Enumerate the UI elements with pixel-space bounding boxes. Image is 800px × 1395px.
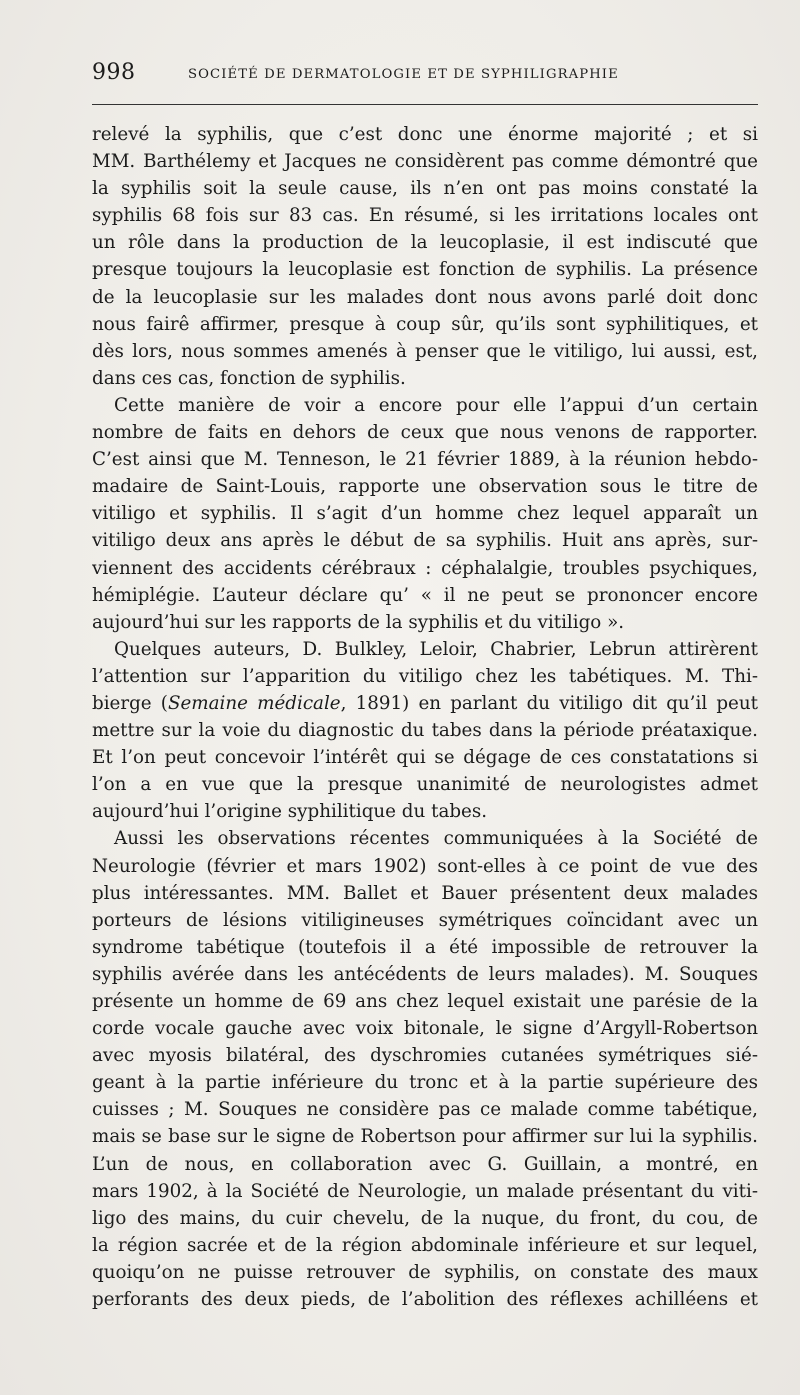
text-line: la région sacrée et de la région abdominale inférieure et sur lequel, — [92, 1234, 758, 1256]
text-line: hémiplégie. L’auteur déclare qu’ « il ne peut se prononcer encore — [92, 584, 758, 606]
text-line: cuisses ; M. Souques ne considère pas ce malade comme tabétique, — [92, 1099, 758, 1121]
text-line: vitiligo et syphilis. Il s’agit d’un homme chez lequel apparaît un — [92, 503, 758, 525]
text-line: Et l’on peut concevoir l’intérêt qui se dégage de ces constatations si — [92, 747, 758, 769]
text-line: madaire de Saint-Louis, rapporte une observation sous le titre de — [92, 476, 758, 498]
text-line: aujourd’hui l’origine syphilitique du tabes. — [92, 801, 488, 823]
page-header — [92, 60, 758, 100]
text-line: nous fairê affirmer, presque à coup sûr, qu’ils sont syphilitiques, et — [92, 313, 758, 335]
text-segment: bierge ( — [92, 692, 168, 714]
text-line: avec myosis bilatéral, des dyschromies cutanées symétriques sié- — [92, 1045, 758, 1067]
page-number: 998 — [92, 60, 136, 85]
text-line: corde vocale gauche avec voix bitonale, le signe d’Argyll-Robertson — [92, 1018, 758, 1040]
text-line: mais se base sur le signe de Robertson pour affirmer sur lui la syphilis. — [92, 1126, 758, 1148]
text-line: l’on a en vue que la presque unanimité de neurologistes admet — [92, 774, 758, 796]
text-line: MM. Barthélemy et Jacques ne considèrent pas comme démontré que — [92, 151, 758, 173]
text-line: C’est ainsi que M. Tenneson, le 21 février 1889, à la réunion hebdo- — [92, 449, 758, 471]
text-line: L’un de nous, en collaboration avec G. Guillain, a montré, en — [92, 1153, 758, 1175]
text-line: ligo des mains, du cuir chevelu, de la nuque, du front, du cou, de — [92, 1207, 758, 1229]
text-line: presque toujours la leucoplasie est fonction de syphilis. La présence — [92, 259, 758, 281]
text-line: syndrome tabétique (toutefois il a été impossible de retrouver la — [92, 936, 758, 958]
text-line: vitiligo deux ans après le début de sa syphilis. Huit ans après, sur- — [92, 530, 758, 552]
text-line: la syphilis soit la seule cause, ils n’en ont pas moins constaté la — [92, 178, 758, 200]
text-line: l’attention sur l’apparition du vitiligo chez les tabétiques. M. Thi- — [92, 665, 758, 687]
text-line: Neurologie (février et mars 1902) sont-elles à ce point de vue des — [92, 855, 758, 877]
text-line — [92, 690, 758, 717]
text-line: mettre sur la voie du diagnostic du tabes dans la période préataxique. — [92, 720, 758, 742]
text-line: dès lors, nous sommes amenés à penser que le vitiligo, lui aussi, est, — [92, 340, 758, 362]
text-line: Aussi les observations récentes communiquées à la Société de — [114, 828, 758, 850]
text-line: mars 1902, à la Société de Neurologie, un malade présentant du viti- — [92, 1180, 758, 1202]
text-line: porteurs de lésions vitiligineuses symétriques coïncidant avec un — [92, 909, 758, 931]
text-line: Cette manière de voir a encore pour elle l’appui d’un certain — [114, 394, 758, 416]
text-line: présente un homme de 69 ans chez lequel existait une parésie de la — [92, 991, 758, 1012]
text-line: aujourd’hui sur les rapports de la syphilis et du vitiligo ». — [92, 611, 625, 633]
header-rule — [92, 104, 758, 105]
text-line: un rôle dans la production de la leucoplasie, il est indiscuté que — [92, 232, 758, 254]
text-line: de la leucoplasie sur les malades dont nous avons parlé doit donc — [92, 286, 758, 308]
text-line: plus intéressantes. MM. Ballet et Bauer présentent deux malades — [92, 882, 758, 904]
text-segment: , 1891) en parlant du vitiligo dit qu’il peut — [340, 692, 758, 714]
text-line: quoiqu’on ne puisse retrouver de syphilis, on constate des maux — [92, 1261, 758, 1283]
journal-title: Semaine médicale — [167, 692, 341, 714]
text-line: Quelques auteurs, D. Bulkley, Leloir, Chabrier, Lebrun attirèrent — [114, 638, 758, 660]
running-head: SOCIÉTÉ DE DERMATOLOGIE ET DE SYPHILIGRAPHIE — [188, 67, 619, 82]
text-line: geant à la partie inférieure du tronc et à la partie supérieure des — [92, 1072, 758, 1094]
text-line: nombre de faits en dehors de ceux que nous venons de rapporter. — [92, 422, 758, 444]
text-line: viennent des accidents cérébraux : céphalalgie, troubles psychiques, — [92, 557, 758, 579]
text-line: syphilis 68 fois sur 83 cas. En résumé, si les irritations locales ont — [92, 205, 758, 227]
text-line: syphilis avérée dans les antécédents de leurs malades). M. Souques — [92, 963, 758, 985]
text-line: dans ces cas, fonction de syphilis. — [92, 367, 406, 389]
text-line: perforants des deux pieds, de l’abolition des réflexes achilléens et — [92, 1289, 758, 1311]
text-line: relevé la syphilis, que c’est donc une énorme majorité ; et si — [92, 124, 758, 145]
body-text — [92, 121, 758, 1313]
